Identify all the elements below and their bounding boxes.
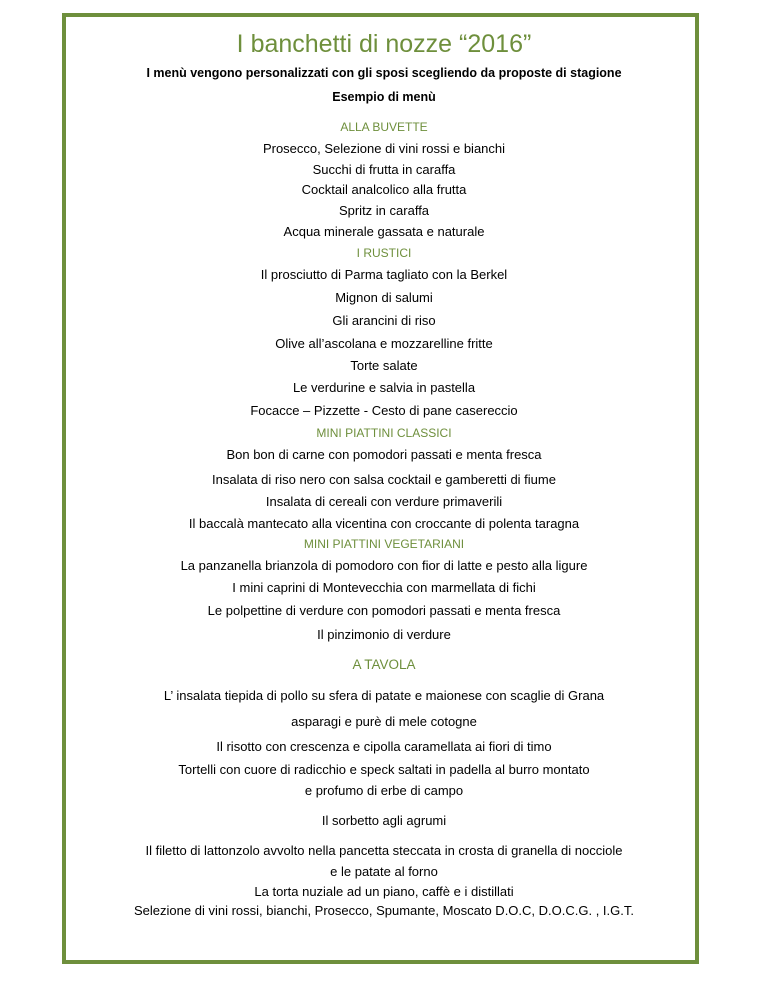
menu-item: Acqua minerale gassata e naturale (283, 224, 485, 239)
menu-item: Insalata di riso nero con salsa cocktail e gamberetti di fiume (212, 472, 556, 487)
menu-item: Il filetto di lattonzolo avvolto nella pancetta steccata in crosta di granella di nocciole (145, 843, 623, 858)
page-title: I banchetti di nozze “2016” (236, 30, 532, 58)
menu-item: asparagi e purè di mele cotogne (291, 714, 477, 729)
menu-item: La torta nuziale ad un piano, caffè e i distillati (254, 884, 514, 899)
menu-item: Prosecco, Selezione di vini rossi e bianchi (262, 141, 506, 156)
menu-item: Il pinzimonio di verdure (317, 627, 451, 642)
section-heading-rustici: I RUSTICI (356, 246, 412, 260)
section-heading-buvette: ALLA BUVETTE (340, 120, 428, 134)
menu-item: Le verdurine e salvia in pastella (292, 380, 476, 395)
menu-item: Mignon di salumi (335, 290, 433, 305)
menu-item: Focacce – Pizzette - Cesto di pane casereccio (250, 403, 518, 418)
section-heading-vegetariani: MINI PIATTINI VEGETARIANI (303, 537, 465, 551)
menu-item: Torte salate (350, 358, 418, 373)
menu-item: e le patate al forno (330, 864, 438, 879)
menu-item: Gli arancini di riso (332, 313, 436, 328)
menu-item: Cocktail analcolico alla frutta (301, 182, 467, 197)
menu-item: Selezione di vini rossi, bianchi, Prosecco, Spumante, Moscato D.O.C, D.O.C.G. , I.G.T. (134, 903, 634, 918)
subtitle: I menù vengono personalizzati con gli sposi scegliendo da proposte di stagione (146, 66, 622, 80)
menu-item: Il sorbetto agli agrumi (321, 813, 447, 828)
menu-item: Olive all’ascolana e mozzarelline fritte (275, 336, 493, 351)
menu-item: La panzanella brianzola di pomodoro con fior di latte e pesto alla ligure (180, 558, 588, 573)
menu-item: Il risotto con crescenza e cipolla caramellata ai fiori di timo (216, 739, 552, 754)
menu-item: Tortelli con cuore di radicchio e speck saltati in padella al burro montato (178, 762, 590, 777)
menu-item: Insalata di cereali con verdure primaverili (265, 494, 503, 509)
section-heading-classici: MINI PIATTINI CLASSICI (316, 426, 452, 440)
menu-item: Succhi di frutta in caraffa (312, 162, 456, 177)
menu-item: L’ insalata tiepida di pollo su sfera di patate e maionese con scaglie di Grana (163, 688, 605, 703)
menu-item: Il baccalà mantecato alla vicentina con croccante di polenta taragna (188, 516, 580, 531)
menu-item: Le polpettine di verdure con pomodori passati e menta fresca (207, 603, 561, 618)
menu-item: I mini caprini di Montevecchia con marmellata di fichi (232, 580, 536, 595)
menu-item: Spritz in caraffa (338, 203, 430, 218)
menu-item: Bon bon di carne con pomodori passati e menta fresca (226, 447, 542, 462)
example-label: Esempio di menù (332, 90, 436, 104)
menu-item: Il prosciutto di Parma tagliato con la Berkel (260, 267, 508, 282)
menu-item: e profumo di erbe di campo (304, 783, 464, 798)
section-heading-tavola: A TAVOLA (352, 657, 416, 672)
